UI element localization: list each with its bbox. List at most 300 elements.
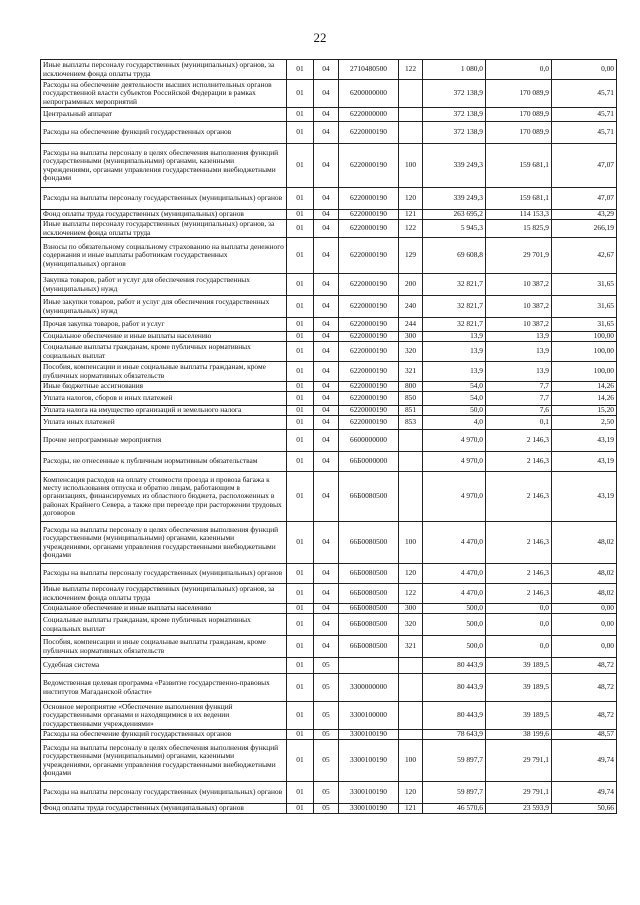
planned-amount: 500,0	[423, 636, 486, 658]
expense-type-code: 321	[399, 362, 423, 382]
section-code: 01	[287, 122, 314, 144]
section-code: 01	[287, 472, 314, 522]
execution-percent: 0,00	[552, 604, 617, 614]
target-article-code: 66Б0080500	[339, 472, 399, 522]
subsection-code: 04	[314, 362, 339, 382]
executed-amount: 10 387,2	[486, 296, 552, 318]
execution-percent: 48,02	[552, 584, 617, 604]
row-name: Закупка товаров, работ и услуг для обеспечения государственных (муниципальных) нужд	[41, 274, 287, 296]
row-name: Фонд оплаты труда государственных (муниципальных) органов	[41, 210, 287, 220]
executed-amount: 159 681,1	[486, 188, 552, 210]
execution-percent: 45,71	[552, 122, 617, 144]
table-row	[41, 472, 617, 522]
table-row	[41, 220, 617, 238]
row-name: Иные закупки товаров, работ и услуг для обеспечения государственных (муниципальных) нужд	[41, 296, 287, 318]
row-name: Уплата налогов, сборов и иных платежей	[41, 392, 287, 406]
section-code: 01	[287, 220, 314, 238]
row-name: Центральный аппарат	[41, 108, 287, 122]
section-code: 01	[287, 392, 314, 406]
planned-amount: 69 608,8	[423, 238, 486, 274]
table-row	[41, 430, 617, 452]
section-code: 01	[287, 210, 314, 220]
executed-amount: 10 387,2	[486, 274, 552, 296]
execution-percent: 266,19	[552, 220, 617, 238]
section-code: 01	[287, 584, 314, 604]
subsection-code: 04	[314, 274, 339, 296]
row-name: Расходы на выплаты персоналу государственных (муниципальных) органов	[41, 782, 287, 804]
executed-amount: 2 146,3	[486, 584, 552, 604]
expense-type-code: 100	[399, 522, 423, 564]
row-name: Социальное обеспечение и иные выплаты населению	[41, 332, 287, 342]
budget-table	[40, 59, 617, 814]
section-code: 01	[287, 108, 314, 122]
planned-amount: 13,9	[423, 332, 486, 342]
subsection-code: 04	[314, 452, 339, 472]
row-name: Социальные выплаты гражданам, кроме публичных нормативных социальных выплат	[41, 614, 287, 636]
executed-amount: 29 791,1	[486, 740, 552, 782]
section-code: 01	[287, 416, 314, 430]
table-row	[41, 342, 617, 362]
execution-percent: 48,57	[552, 730, 617, 740]
target-article-code: 66Б0080500	[339, 522, 399, 564]
row-name: Пособия, компенсации и иные социальные выплаты гражданам, кроме публичных нормативных обязательств	[41, 636, 287, 658]
expense-type-code: 320	[399, 342, 423, 362]
section-code: 01	[287, 604, 314, 614]
execution-percent: 100,00	[552, 362, 617, 382]
table-row	[41, 730, 617, 740]
expense-type-code: 122	[399, 584, 423, 604]
planned-amount: 339 249,3	[423, 144, 486, 188]
row-name: Расходы на обеспечение функций государственных органов	[41, 730, 287, 740]
executed-amount: 15 825,9	[486, 220, 552, 238]
target-article-code: 66Б0000000	[339, 452, 399, 472]
planned-amount: 80 443,9	[423, 674, 486, 702]
table-row	[41, 60, 617, 80]
row-name: Фонд оплаты труда государственных (муниципальных) органов	[41, 804, 287, 814]
target-article-code: 6220000190	[339, 188, 399, 210]
expense-type-code	[399, 80, 423, 108]
executed-amount: 170 089,9	[486, 122, 552, 144]
execution-percent: 15,20	[552, 406, 617, 416]
execution-percent: 43,19	[552, 472, 617, 522]
execution-percent: 2,50	[552, 416, 617, 430]
execution-percent: 100,00	[552, 342, 617, 362]
target-article-code: 3300000000	[339, 674, 399, 702]
executed-amount: 29 791,1	[486, 782, 552, 804]
row-name: Расходы, не отнесенные к публичным нормативным обязательствам	[41, 452, 287, 472]
planned-amount: 32 821,7	[423, 274, 486, 296]
planned-amount: 32 821,7	[423, 318, 486, 332]
execution-percent: 47,07	[552, 188, 617, 210]
execution-percent: 50,66	[552, 804, 617, 814]
subsection-code: 05	[314, 740, 339, 782]
execution-percent: 49,74	[552, 782, 617, 804]
section-code: 01	[287, 636, 314, 658]
section-code: 01	[287, 296, 314, 318]
planned-amount: 59 897,7	[423, 740, 486, 782]
executed-amount: 0,0	[486, 636, 552, 658]
row-name: Иные выплаты персоналу государственных (муниципальных) органов, за исключением фонда оплаты труда	[41, 60, 287, 80]
row-name: Расходы на выплаты персоналу государственных (муниципальных) органов	[41, 188, 287, 210]
section-code: 01	[287, 80, 314, 108]
table-row	[41, 564, 617, 584]
subsection-code: 05	[314, 782, 339, 804]
expense-type-code: 321	[399, 636, 423, 658]
table-row	[41, 740, 617, 782]
expense-type-code	[399, 108, 423, 122]
table-row	[41, 188, 617, 210]
expense-type-code: 850	[399, 392, 423, 406]
expense-type-code	[399, 122, 423, 144]
execution-percent: 100,00	[552, 332, 617, 342]
target-article-code: 6220000190	[339, 406, 399, 416]
subsection-code: 04	[314, 296, 339, 318]
expense-type-code	[399, 658, 423, 674]
executed-amount: 7,6	[486, 406, 552, 416]
table-row	[41, 108, 617, 122]
subsection-code: 05	[314, 730, 339, 740]
expense-type-code: 240	[399, 296, 423, 318]
subsection-code: 04	[314, 472, 339, 522]
target-article-code: 3300100190	[339, 740, 399, 782]
table-row	[41, 318, 617, 332]
target-article-code: 6220000000	[339, 108, 399, 122]
planned-amount: 4 970,0	[423, 430, 486, 452]
expense-type-code: 300	[399, 604, 423, 614]
target-article-code: 66Б0080500	[339, 584, 399, 604]
executed-amount: 0,0	[486, 60, 552, 80]
table-row	[41, 144, 617, 188]
planned-amount: 372 138,9	[423, 80, 486, 108]
table-row	[41, 122, 617, 144]
table-row	[41, 452, 617, 472]
table-row	[41, 416, 617, 430]
table-row	[41, 406, 617, 416]
section-code: 01	[287, 674, 314, 702]
subsection-code: 04	[314, 406, 339, 416]
table-row	[41, 274, 617, 296]
subsection-code: 04	[314, 564, 339, 584]
section-code: 01	[287, 452, 314, 472]
section-code: 01	[287, 144, 314, 188]
executed-amount: 13,9	[486, 332, 552, 342]
execution-percent: 49,74	[552, 740, 617, 782]
subsection-code: 05	[314, 658, 339, 674]
target-article-code: 66Б0080500	[339, 564, 399, 584]
target-article-code: 3300100190	[339, 804, 399, 814]
expense-type-code: 120	[399, 188, 423, 210]
row-name: Расходы на выплаты персоналу в целях обеспечения выполнения функций государственными (муниципальными) органами, казенными учреждениями, органами управления государственными внебюджетными фондами	[41, 740, 287, 782]
subsection-code: 04	[314, 188, 339, 210]
table-row	[41, 674, 617, 702]
section-code: 01	[287, 60, 314, 80]
expense-type-code: 851	[399, 406, 423, 416]
planned-amount: 46 570,6	[423, 804, 486, 814]
executed-amount: 29 701,9	[486, 238, 552, 274]
subsection-code: 04	[314, 416, 339, 430]
table-row	[41, 296, 617, 318]
planned-amount: 78 643,9	[423, 730, 486, 740]
executed-amount: 7,7	[486, 392, 552, 406]
executed-amount: 39 189,5	[486, 674, 552, 702]
section-code: 01	[287, 382, 314, 392]
expense-type-code: 122	[399, 60, 423, 80]
executed-amount: 0,0	[486, 614, 552, 636]
executed-amount: 114 153,3	[486, 210, 552, 220]
subsection-code: 04	[314, 318, 339, 332]
section-code: 01	[287, 564, 314, 584]
expense-type-code: 120	[399, 564, 423, 584]
executed-amount: 23 593,9	[486, 804, 552, 814]
expense-type-code: 129	[399, 238, 423, 274]
section-code: 01	[287, 430, 314, 452]
target-article-code: 2710480500	[339, 60, 399, 80]
execution-percent: 45,71	[552, 108, 617, 122]
subsection-code: 04	[314, 430, 339, 452]
table-row	[41, 658, 617, 674]
target-article-code: 6220000190	[339, 144, 399, 188]
planned-amount: 54,0	[423, 392, 486, 406]
row-name: Расходы на обеспечение деятельности высших исполнительных органов государственной власти субъектов Российской Федерации в рамках непрограммных мероприятий	[41, 80, 287, 108]
target-article-code: 66Б0080500	[339, 604, 399, 614]
execution-percent: 48,72	[552, 702, 617, 730]
section-code: 01	[287, 362, 314, 382]
subsection-code: 04	[314, 60, 339, 80]
expense-type-code	[399, 452, 423, 472]
target-article-code: 6600000000	[339, 430, 399, 452]
executed-amount: 13,9	[486, 362, 552, 382]
table-row	[41, 362, 617, 382]
target-article-code: 6220000190	[339, 296, 399, 318]
target-article-code: 6200000000	[339, 80, 399, 108]
table-row	[41, 604, 617, 614]
section-code: 01	[287, 318, 314, 332]
executed-amount: 0,0	[486, 604, 552, 614]
row-name: Уплата налога на имущество организаций и земельного налога	[41, 406, 287, 416]
target-article-code: 6220000190	[339, 332, 399, 342]
row-name: Судебная система	[41, 658, 287, 674]
target-article-code: 6220000190	[339, 416, 399, 430]
row-name: Ведомственная целевая программа «Развитие государственно-правовых институтов Магаданской области»	[41, 674, 287, 702]
subsection-code: 05	[314, 702, 339, 730]
row-name: Социальное обеспечение и иные выплаты населению	[41, 604, 287, 614]
row-name: Расходы на обеспечение функций государственных органов	[41, 122, 287, 144]
subsection-code: 04	[314, 604, 339, 614]
execution-percent: 31,65	[552, 274, 617, 296]
table-row	[41, 210, 617, 220]
row-name: Основное мероприятие «Обеспечение выполнения функций государственными органами и находящимися в их ведении государственными учреждениями»	[41, 702, 287, 730]
planned-amount: 80 443,9	[423, 702, 486, 730]
row-name: Иные бюджетные ассигнования	[41, 382, 287, 392]
expense-type-code: 120	[399, 782, 423, 804]
planned-amount: 500,0	[423, 604, 486, 614]
execution-percent: 48,02	[552, 564, 617, 584]
execution-percent: 14,26	[552, 392, 617, 406]
expense-type-code	[399, 730, 423, 740]
expense-type-code: 320	[399, 614, 423, 636]
expense-type-code: 121	[399, 210, 423, 220]
expense-type-code: 122	[399, 220, 423, 238]
expense-type-code	[399, 430, 423, 452]
section-code: 01	[287, 238, 314, 274]
subsection-code: 04	[314, 636, 339, 658]
row-name: Иные выплаты персоналу государственных (муниципальных) органов, за исключением фонда оплаты труда	[41, 220, 287, 238]
subsection-code: 04	[314, 584, 339, 604]
subsection-code: 04	[314, 382, 339, 392]
execution-percent: 48,02	[552, 522, 617, 564]
executed-amount: 13,9	[486, 342, 552, 362]
planned-amount: 13,9	[423, 362, 486, 382]
planned-amount: 372 138,9	[423, 108, 486, 122]
planned-amount: 500,0	[423, 614, 486, 636]
execution-percent: 48,72	[552, 658, 617, 674]
target-article-code: 6220000190	[339, 362, 399, 382]
section-code: 01	[287, 614, 314, 636]
subsection-code: 04	[314, 210, 339, 220]
executed-amount: 2 146,3	[486, 522, 552, 564]
row-name: Расходы на выплаты персоналу в целях обеспечения выполнения функций государственными (муниципальными) органами, казенными учреждениями, органами управления государственными внебюджетными фондами	[41, 522, 287, 564]
target-article-code: 66Б0080500	[339, 614, 399, 636]
planned-amount: 54,0	[423, 382, 486, 392]
expense-type-code: 100	[399, 144, 423, 188]
executed-amount: 2 146,3	[486, 452, 552, 472]
section-code: 01	[287, 730, 314, 740]
subsection-code: 04	[314, 614, 339, 636]
target-article-code: 6220000190	[339, 238, 399, 274]
expense-type-code: 200	[399, 274, 423, 296]
section-code: 01	[287, 804, 314, 814]
table-row	[41, 584, 617, 604]
executed-amount: 0,1	[486, 416, 552, 430]
subsection-code: 04	[314, 238, 339, 274]
row-name: Прочая закупка товаров, работ и услуг	[41, 318, 287, 332]
section-code: 01	[287, 702, 314, 730]
subsection-code: 04	[314, 80, 339, 108]
row-name: Прочие непрограммные мероприятия	[41, 430, 287, 452]
section-code: 01	[287, 782, 314, 804]
planned-amount: 50,0	[423, 406, 486, 416]
executed-amount: 2 146,3	[486, 430, 552, 452]
table-row	[41, 382, 617, 392]
expense-type-code	[399, 702, 423, 730]
execution-percent: 42,67	[552, 238, 617, 274]
target-article-code: 6220000190	[339, 382, 399, 392]
target-article-code: 3300100000	[339, 702, 399, 730]
planned-amount: 263 695,2	[423, 210, 486, 220]
planned-amount: 59 897,7	[423, 782, 486, 804]
target-article-code: 3300100190	[339, 782, 399, 804]
execution-percent: 0,00	[552, 614, 617, 636]
row-name: Расходы на выплаты персоналу государственных (муниципальных) органов	[41, 564, 287, 584]
table-row	[41, 614, 617, 636]
execution-percent: 47,07	[552, 144, 617, 188]
target-article-code: 3300100190	[339, 730, 399, 740]
execution-percent: 14,26	[552, 382, 617, 392]
section-code: 01	[287, 522, 314, 564]
execution-percent: 31,65	[552, 318, 617, 332]
execution-percent: 45,71	[552, 80, 617, 108]
executed-amount: 170 089,9	[486, 80, 552, 108]
planned-amount: 5 945,3	[423, 220, 486, 238]
executed-amount: 39 189,5	[486, 702, 552, 730]
target-article-code: 6220000190	[339, 122, 399, 144]
target-article-code: 6220000190	[339, 392, 399, 406]
executed-amount: 39 189,5	[486, 658, 552, 674]
page-number: 22	[313, 30, 327, 45]
row-name: Взносы по обязательному социальному страхованию на выплаты денежного содержания и иные выплаты работникам государственных (муниципальных) органов	[41, 238, 287, 274]
executed-amount: 7,7	[486, 382, 552, 392]
table-row	[41, 80, 617, 108]
target-article-code	[339, 658, 399, 674]
planned-amount: 4 970,0	[423, 472, 486, 522]
row-name: Социальные выплаты гражданам, кроме публичных нормативных социальных выплат	[41, 342, 287, 362]
subsection-code: 04	[314, 342, 339, 362]
table-row	[41, 804, 617, 814]
subsection-code: 04	[314, 332, 339, 342]
row-name: Расходы на выплаты персоналу в целях обеспечения выполнения функций государственными (муниципальными) органами, казенными учреждениями, органами управления государственными внебюджетными фондами	[41, 144, 287, 188]
expense-type-code: 853	[399, 416, 423, 430]
table-row	[41, 702, 617, 730]
row-name: Уплата иных платежей	[41, 416, 287, 430]
planned-amount: 339 249,3	[423, 188, 486, 210]
target-article-code: 6220000190	[339, 274, 399, 296]
table-row	[41, 238, 617, 274]
table-row	[41, 392, 617, 406]
expense-type-code: 244	[399, 318, 423, 332]
planned-amount: 4 470,0	[423, 584, 486, 604]
subsection-code: 04	[314, 392, 339, 406]
section-code: 01	[287, 658, 314, 674]
target-article-code: 6220000190	[339, 220, 399, 238]
subsection-code: 05	[314, 674, 339, 702]
section-code: 01	[287, 332, 314, 342]
expense-type-code	[399, 674, 423, 702]
executed-amount: 159 681,1	[486, 144, 552, 188]
planned-amount: 4,0	[423, 416, 486, 430]
execution-percent: 31,65	[552, 296, 617, 318]
planned-amount: 1 080,0	[423, 60, 486, 80]
executed-amount: 10 387,2	[486, 318, 552, 332]
subsection-code: 04	[314, 220, 339, 238]
table-row	[41, 522, 617, 564]
section-code: 01	[287, 406, 314, 416]
planned-amount: 372 138,9	[423, 122, 486, 144]
executed-amount: 2 146,3	[486, 472, 552, 522]
planned-amount: 13,9	[423, 342, 486, 362]
planned-amount: 4 470,0	[423, 564, 486, 584]
execution-percent: 43,19	[552, 430, 617, 452]
target-article-code: 6220000190	[339, 318, 399, 332]
planned-amount: 32 821,7	[423, 296, 486, 318]
execution-percent: 43,19	[552, 452, 617, 472]
subsection-code: 05	[314, 804, 339, 814]
subsection-code: 04	[314, 108, 339, 122]
subsection-code: 04	[314, 144, 339, 188]
expense-type-code	[399, 472, 423, 522]
row-name: Иные выплаты персоналу государственных (муниципальных) органов, за исключением фонда оплаты труда	[41, 584, 287, 604]
table-row	[41, 782, 617, 804]
executed-amount: 2 146,3	[486, 564, 552, 584]
row-name: Пособия, компенсации и иные социальные выплаты гражданам, кроме публичных нормативных обязательств	[41, 362, 287, 382]
execution-percent: 43,29	[552, 210, 617, 220]
planned-amount: 80 443,9	[423, 658, 486, 674]
executed-amount: 170 089,9	[486, 108, 552, 122]
section-code: 01	[287, 274, 314, 296]
expense-type-code: 300	[399, 332, 423, 342]
expense-type-code: 121	[399, 804, 423, 814]
executed-amount: 38 199,6	[486, 730, 552, 740]
section-code: 01	[287, 740, 314, 782]
